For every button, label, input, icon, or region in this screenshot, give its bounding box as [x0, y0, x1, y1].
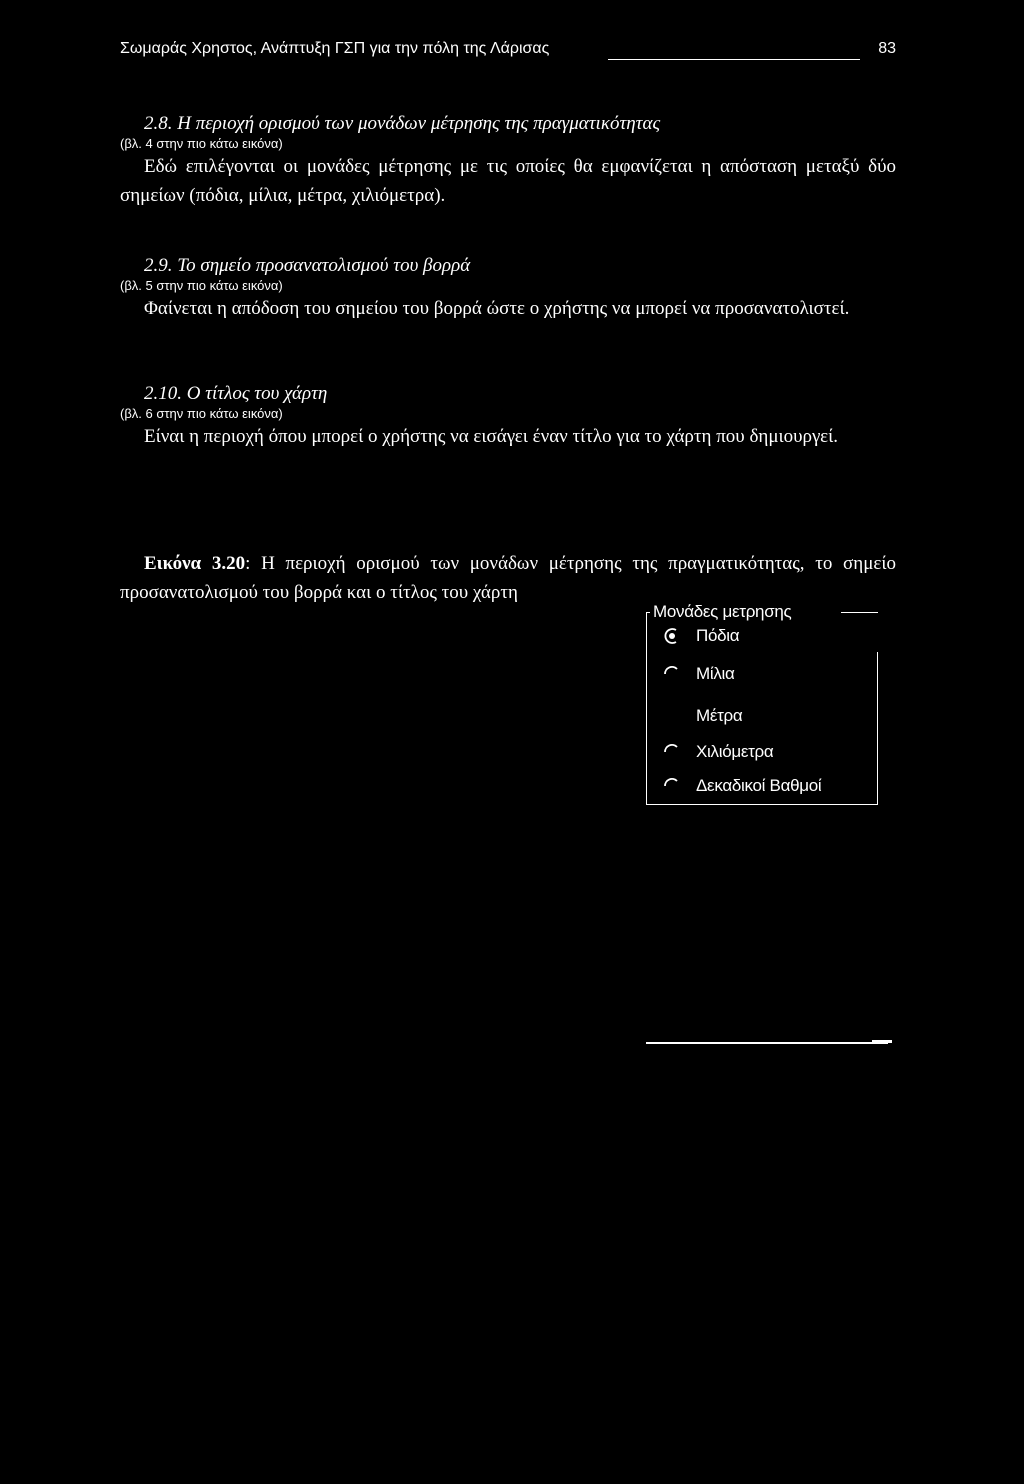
groupbox-frame-right [877, 652, 878, 804]
groupbox-frame-bottom [646, 804, 878, 805]
unit-option-miles[interactable] [662, 660, 735, 688]
section-2-9 [120, 254, 896, 323]
groupbox-frame-top-left [646, 612, 650, 613]
page-number: 83 [878, 40, 896, 57]
unit-option-label: Δεκαδικοί Βαθμοί [696, 776, 822, 795]
unit-option-label: Πόδια [696, 626, 740, 645]
units-groupbox-legend: Μονάδες μετρησης [653, 602, 792, 621]
unit-option-decimal-degrees[interactable] [662, 772, 821, 800]
radio-unselected-icon[interactable] [662, 660, 688, 688]
unit-option-label: Μέτρα [696, 706, 743, 725]
radio-selected-icon[interactable] [662, 622, 688, 650]
radio-unselected-icon[interactable] [662, 772, 688, 800]
section-heading: 2.9. Το σημείο προσανατολισμού του βορρά [144, 255, 471, 276]
section-heading: 2.8. Η περιοχή ορισμού των μονάδων μέτρησης της πραγματικότητας [144, 113, 661, 134]
unit-option-label: Χιλιόμετρα [696, 742, 774, 761]
section-body: Εδώ επιλέγονται οι μονάδες μέτρησης με τις οποίες θα εμφανίζεται η απόσταση μεταξύ δύο σημείων (πόδια, μίλια, μέτρα, χιλιόμετρα). [120, 156, 896, 206]
groupbox-frame-left [646, 612, 647, 805]
section-heading: 2.10. Ο τίτλος του χάρτη [144, 383, 328, 404]
running-title: Σωμαράς Χρηστος, Ανάπτυξη ΓΣΠ για την πόλη της Λάρισας [120, 40, 550, 57]
figure-reference: (βλ. 6 στην πιο κάτω εικόνα) [120, 406, 283, 421]
figure-caption-label: Εικόνα 3.20 [144, 553, 246, 574]
unit-option-meters[interactable] [662, 702, 742, 730]
section-2-8 [120, 112, 896, 210]
unit-option-kilometers[interactable] [662, 738, 773, 766]
figure-caption-text: : Η περιοχή ορισμού των μονάδων μέτρησης της πραγματικότητας, το σημείο προσανατολισμού του βορρά και ο τίτλος του χάρτη [120, 553, 896, 603]
units-groupbox [646, 600, 878, 805]
unit-option-feet[interactable] [662, 622, 739, 650]
figure-bottom-rule [646, 1042, 888, 1044]
unit-option-label: Μίλια [696, 664, 735, 683]
radio-unselected-icon[interactable] [662, 738, 688, 766]
figure-reference: (βλ. 5 στην πιο κάτω εικόνα) [120, 278, 283, 293]
figure-bottom-rule-end [872, 1040, 892, 1043]
section-body: Φαίνεται η απόδοση του σημείου του βορρά ώστε ο χρήστης να μπορεί να προσανατολιστεί. [144, 298, 850, 319]
figure-reference: (βλ. 4 στην πιο κάτω εικόνα) [120, 136, 283, 151]
figure-caption [120, 549, 896, 607]
groupbox-frame-top-right [841, 612, 878, 613]
page-header [120, 38, 896, 66]
section-body: Είναι η περιοχή όπου μπορεί ο χρήστης να εισάγει έναν τίτλο για το χάρτη που δημιουργεί. [144, 426, 838, 447]
section-2-10 [120, 382, 896, 451]
header-rule [608, 59, 860, 60]
